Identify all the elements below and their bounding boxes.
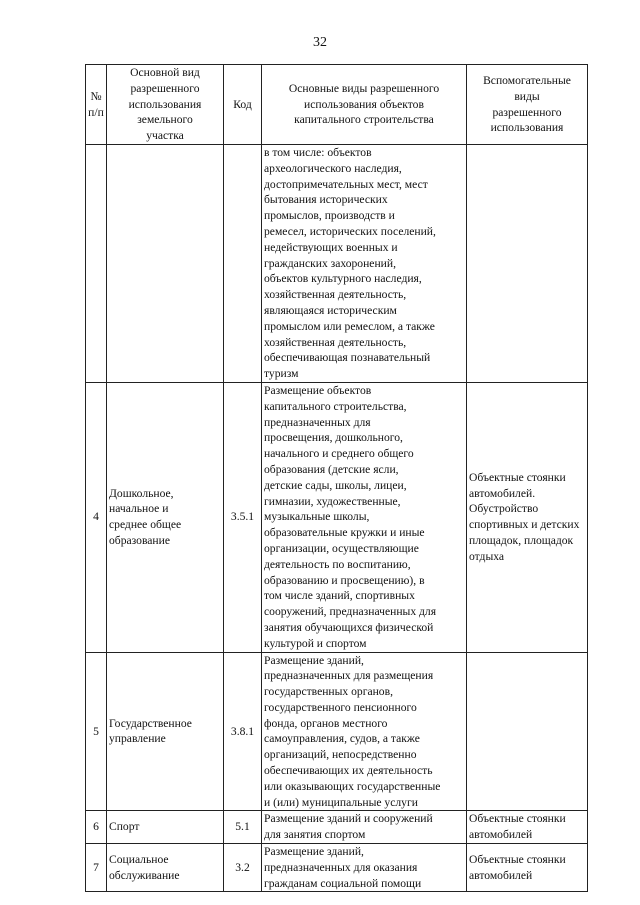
cell-main-uses: Размещение зданий и сооружений для занятия спортом [262, 811, 467, 844]
cell-main-uses: Размещение объектов капитального строительства, предназначенных для просвещения, дошкольного, начального и среднего общего образования (детские ясли, детские сады, школы, лицеи, гимназии, художественные, музыкальные школы, образовательные кружки и иные организации, осуществляющие деятельность по воспитанию, образованию и просвещению), в том числе зданий, спортивных сооружений, предназначенных для занятия обучающихся физической культурой и спортом [262, 382, 467, 652]
header-aux-uses: Вспомогательные виды разрешенного использования [467, 65, 588, 145]
table-row-continuation [86, 145, 588, 383]
header-main-uses: Основные виды разрешенного использования объектов капитального строительства [262, 65, 467, 145]
table-row [86, 652, 588, 811]
cell-code: 3.8.1 [224, 652, 262, 811]
cell-num: 7 [86, 844, 107, 892]
cell-code: 3.2 [224, 844, 262, 892]
cell-code: 3.5.1 [224, 382, 262, 652]
cell-main-uses: Размещение зданий, предназначенных для размещения государственных органов, государственного пенсионного фонда, органов местного самоуправления, судов, а также организаций, непосредственно обеспечивающих их деятельность или оказывающих государственные и (или) муниципальные услуги [262, 652, 467, 811]
cell-land-use: Социальное обслуживание [107, 844, 224, 892]
cell-num: 4 [86, 382, 107, 652]
land-use-table [85, 64, 588, 892]
cell-main-uses: Размещение зданий, предназначенных для оказания гражданам социальной помощи [262, 844, 467, 892]
cell-aux-uses: Объектные стоянки автомобилей [467, 844, 588, 892]
cell-land-use: Государственное управление [107, 652, 224, 811]
cell-aux-uses [467, 652, 588, 811]
table-row [86, 844, 588, 892]
cell-aux-uses: Объектные стоянки автомобилей. Обустройство спортивных и детских площадок, площадок отдыха [467, 382, 588, 652]
table-row [86, 811, 588, 844]
cell-land-use: Спорт [107, 811, 224, 844]
table-header [86, 65, 588, 145]
page-number: 32 [313, 35, 327, 50]
cell-num: 5 [86, 652, 107, 811]
cell-num: 6 [86, 811, 107, 844]
cell-aux-uses: Объектные стоянки автомобилей [467, 811, 588, 844]
table-row [86, 382, 588, 652]
cell-code: 5.1 [224, 811, 262, 844]
cell-land-use: Дошкольное, начальное и среднее общее образование [107, 382, 224, 652]
cell-aux-uses [467, 145, 588, 383]
header-num: № п/п [86, 65, 107, 145]
header-land-use: Основной вид разрешенного использования земельного участка [107, 65, 224, 145]
header-code: Код [224, 65, 262, 145]
cell-code [224, 145, 262, 383]
cell-num [86, 145, 107, 383]
cell-main-uses: в том числе: объектов археологического наследия, достопримечательных мест, мест бытования исторических промыслов, производств и ремесел, исторических поселений, недействующих военных и гражданских захоронений, объектов культурного наследия, хозяйственная деятельность, являющаяся историческим промыслом или ремеслом, а также хозяйственная деятельность, обеспечивающая познавательный туризм [262, 145, 467, 383]
cell-land-use [107, 145, 224, 383]
